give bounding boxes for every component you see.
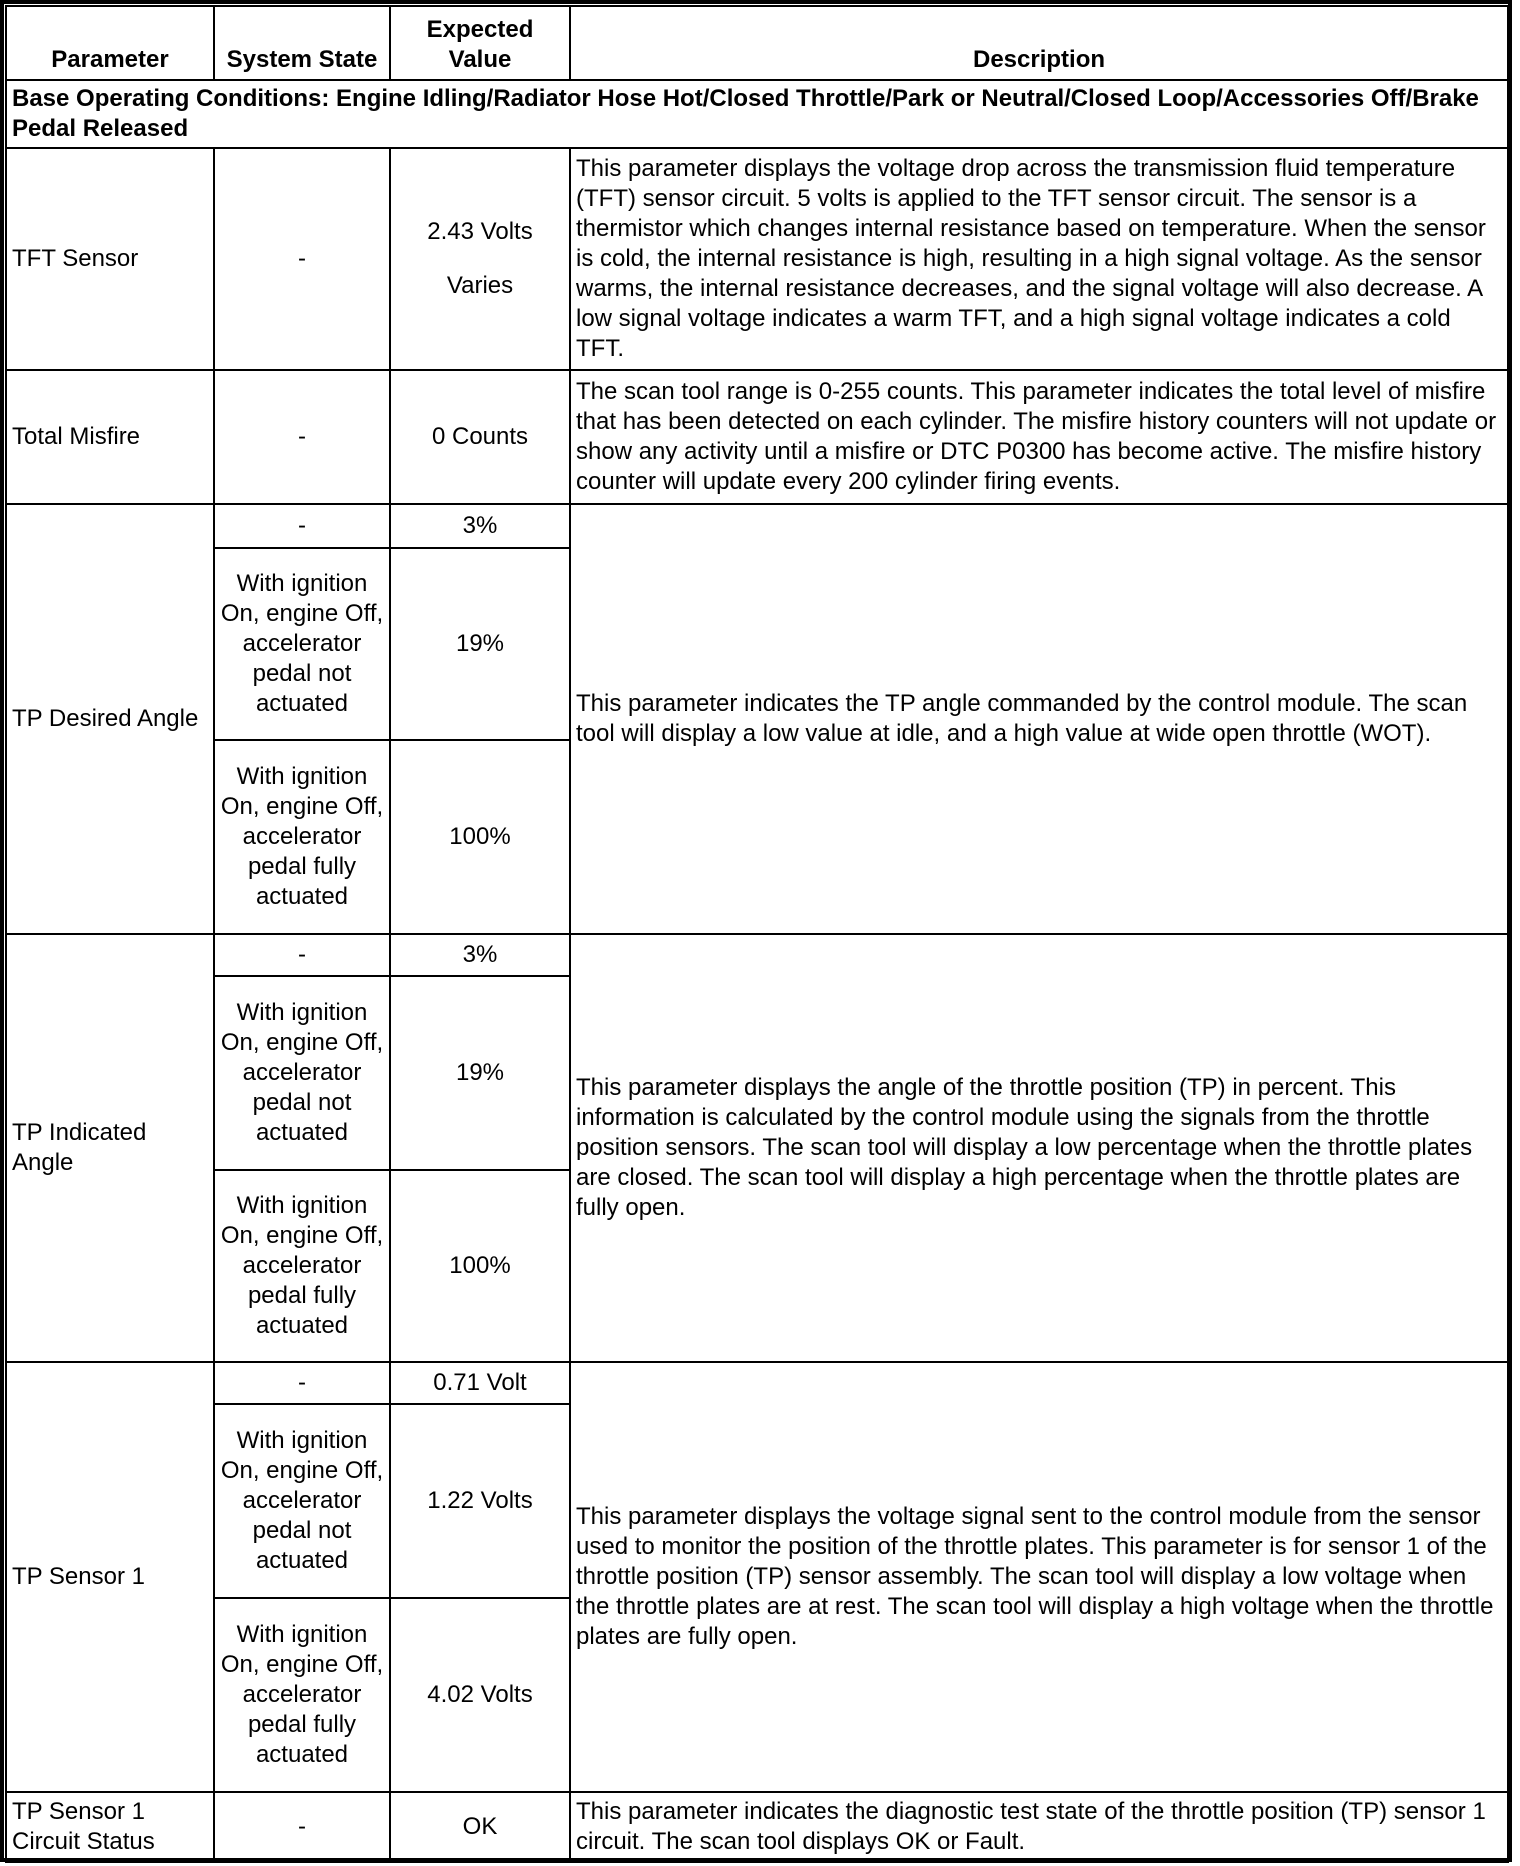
state-tft-sensor: - <box>214 148 390 370</box>
param-tp-sensor-1: TP Sensor 1 <box>6 1362 214 1792</box>
table-row <box>6 148 1508 370</box>
desc-tp-desired-angle: This parameter indicates the TP angle commanded by the control module. The scan tool will display a low value at idle, and a high value at wide open throttle (WOT). <box>570 504 1508 934</box>
value-tp-sensor-1-circuit-status: OK <box>390 1792 570 1862</box>
header-description: Description <box>570 6 1508 80</box>
desc-total-misfire: The scan tool range is 0-255 counts. This parameter indicates the total level of misfire that has been detected on each cylinder. The misfire history counters will not update or show any activity until a misfire or DTC P0300 has become active. The misfire history counter will update every 200 cylinder firing events. <box>570 370 1508 504</box>
state-tp-desired-1: - <box>214 504 390 548</box>
value-tp-sensor-1-1: 0.71 Volt <box>390 1362 570 1404</box>
desc-tp-sensor-1: This parameter displays the voltage signal sent to the control module from the sensor used to monitor the position of the throttle plates. This parameter is for sensor 1 of the throttle position (TP) sensor assembly. The scan tool will display a low voltage when the throttle plates are at rest. The scan tool will display a high voltage when the throttle plates are fully open. <box>570 1362 1508 1792</box>
base-operating-conditions: Base Operating Conditions: Engine Idling/Radiator Hose Hot/Closed Throttle/Park or Neutral/Closed Loop/Accessories Off/Brake Pedal Released <box>6 80 1508 148</box>
base-conditions-row <box>6 80 1508 148</box>
value-tp-indicated-2: 19% <box>390 976 570 1170</box>
parameter-table <box>5 5 1509 1863</box>
value-tp-desired-3: 100% <box>390 740 570 934</box>
value-tft-volts: 2.43 Volts <box>427 218 533 245</box>
param-tp-indicated-angle: TP Indicated Angle <box>6 934 214 1362</box>
desc-tp-indicated-angle: This parameter displays the angle of the throttle position (TP) in percent. This information is calculated by the control module using the signals from the throttle position sensors. The scan tool will display a low percentage when the throttle plates are closed. The scan tool will display a high percentage when the throttle plates are fully open. <box>570 934 1508 1362</box>
state-tp-sensor-1-1: - <box>214 1362 390 1404</box>
value-tft-sensor <box>390 148 570 370</box>
table-row <box>6 1362 1508 1404</box>
value-tp-sensor-1-2: 1.22 Volts <box>390 1404 570 1598</box>
state-tp-indicated-2: With ignition On, engine Off, accelerator pedal not actuated <box>214 976 390 1170</box>
param-total-misfire: Total Misfire <box>6 370 214 504</box>
table-row <box>6 504 1508 548</box>
state-tp-sensor-1-3: With ignition On, engine Off, accelerator pedal fully actuated <box>214 1598 390 1792</box>
header-parameter: Parameter <box>6 6 214 80</box>
header-expected-value: Expected Value <box>390 6 570 80</box>
value-total-misfire: 0 Counts <box>390 370 570 504</box>
state-total-misfire: - <box>214 370 390 504</box>
table-row <box>6 934 1508 976</box>
desc-tft-sensor: This parameter displays the voltage drop across the transmission fluid temperature (TFT) sensor circuit. 5 volts is applied to the TFT sensor circuit. The sensor is a thermistor which changes internal resistance based on temperature. When the sensor is cold, the internal resistance is high, resulting in a high signal voltage. As the sensor warms, the internal resistance decreases, and the signal voltage will also decrease. A low signal voltage indicates a warm TFT, and a high signal voltage indicates a cold TFT. <box>570 148 1508 370</box>
state-tp-desired-2: With ignition On, engine Off, accelerator pedal not actuated <box>214 548 390 740</box>
param-tft-sensor: TFT Sensor <box>6 148 214 370</box>
value-tp-indicated-3: 100% <box>390 1170 570 1362</box>
state-tp-sensor-1-2: With ignition On, engine Off, accelerator pedal not actuated <box>214 1404 390 1598</box>
param-tp-sensor-1-circuit-status: TP Sensor 1 Circuit Status <box>6 1792 214 1862</box>
value-tft-varies: Varies <box>446 272 514 299</box>
state-tp-sensor-1-circuit-status: - <box>214 1792 390 1862</box>
header-system-state: System State <box>214 6 390 80</box>
table-header-row <box>6 6 1508 80</box>
desc-tp-sensor-1-circuit-status: This parameter indicates the diagnostic test state of the throttle position (TP) sensor 1 circuit. The scan tool displays OK or Fault. <box>570 1792 1508 1862</box>
state-tp-indicated-3: With ignition On, engine Off, accelerator pedal fully actuated <box>214 1170 390 1362</box>
value-tp-indicated-1: 3% <box>390 934 570 976</box>
value-tp-sensor-1-3: 4.02 Volts <box>390 1598 570 1792</box>
table-row <box>6 370 1508 504</box>
value-tp-desired-2: 19% <box>390 548 570 740</box>
param-tp-desired-angle: TP Desired Angle <box>6 504 214 934</box>
state-tp-desired-3: With ignition On, engine Off, accelerator pedal fully actuated <box>214 740 390 934</box>
value-tp-desired-1: 3% <box>390 504 570 548</box>
table-row <box>6 1792 1508 1862</box>
state-tp-indicated-1: - <box>214 934 390 976</box>
